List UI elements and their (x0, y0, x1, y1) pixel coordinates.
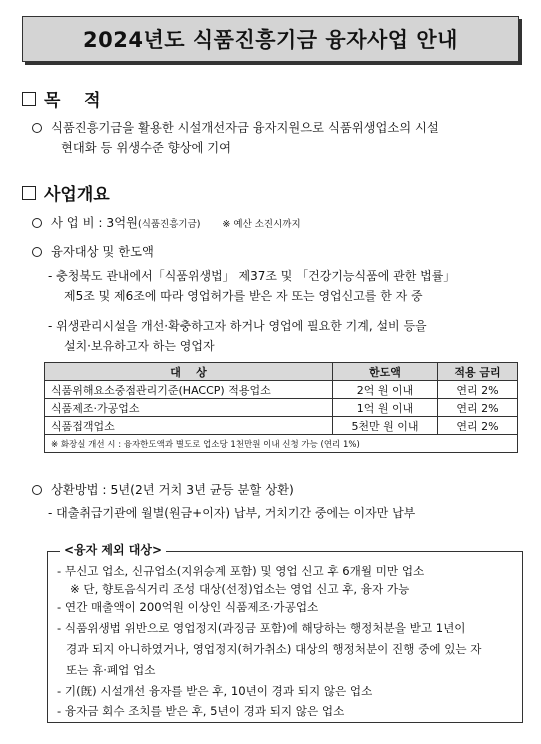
row-limit: 1억 원 이내 (333, 399, 438, 417)
budget-note: ※ 예산 소진시까지 (222, 219, 301, 230)
exclusion-item-continued: 경과 되지 아니하였거나, 영업정지(허가취소) 대상의 행정처분이 진행 중에 있는 자 (66, 642, 482, 656)
target-heading (32, 242, 154, 262)
target-item-2 (48, 316, 427, 356)
row-rate: 연리 2% (438, 417, 518, 435)
header-rate: 적용 금리 (438, 363, 518, 381)
target-2-line-1: - 위생관리시설을 개선·확충하고자 하거나 영업에 필요한 기계, 설비 등을 (48, 319, 427, 333)
row-target: 식품제조·가공업소 (45, 399, 333, 417)
overview-heading (22, 180, 110, 205)
budget-label: 사 업 비 : 3억원 (51, 216, 138, 230)
row-limit: 5천만 원 이내 (333, 417, 438, 435)
row-rate: 연리 2% (438, 399, 518, 417)
header-target: 대 상 (45, 363, 333, 381)
purpose-paragraph (32, 118, 527, 158)
repayment-line (32, 480, 294, 500)
document-title (22, 16, 519, 62)
exclusion-title: <융자 제외 대상> (60, 541, 166, 558)
repayment-label: 상환방법 : 5년(2년 거치 3년 균등 분할 상환) (51, 483, 294, 497)
overview-heading-label: 사업개요 (44, 185, 110, 205)
row-target: 식품접객업소 (45, 417, 333, 435)
square-bullet-icon (22, 92, 36, 106)
purpose-line-2: 현대화 등 위생수준 향상에 기여 (61, 141, 232, 155)
header-limit: 한도액 (333, 363, 438, 381)
table-row (45, 381, 518, 399)
purpose-line-1: 식품진흥기금을 활용한 시설개선자금 융자지원으로 식품위생업소의 시설 (51, 121, 439, 135)
table-row (45, 417, 518, 435)
loan-limit-table (44, 362, 518, 453)
circle-bullet-icon (32, 123, 42, 133)
title-text: 2024년도 식품진흥기금 융자사업 안내 (83, 28, 458, 52)
exclusion-note: ※ 단, 향토음식거리 조성 대상(선정)업소는 영업 신고 후, 융자 가능 (70, 582, 410, 596)
target-item-1 (48, 266, 455, 306)
circle-bullet-icon (32, 247, 42, 257)
table-header-row (45, 363, 518, 381)
exclusion-item: - 식품위생법 위반으로 영업정지(과징금 포함)에 해당하는 행정처분을 받고 1년이 (57, 621, 466, 635)
target-1-line-1: - 충청북도 관내에서「식품위생법」 제37조 및 「건강기능식품에 관한 법률」 (48, 269, 456, 283)
square-bullet-icon (22, 186, 36, 200)
table-footnote-row (45, 435, 518, 453)
budget-source: (식품진흥기금) (138, 219, 201, 230)
target-heading-label: 융자대상 및 한도액 (51, 245, 154, 259)
purpose-heading-label: 목 적 (44, 91, 101, 111)
budget-line (32, 213, 301, 235)
row-limit: 2억 원 이내 (333, 381, 438, 399)
table-footnote: ※ 화장실 개선 시 : 융자한도액과 별도로 업소당 1천만원 이내 신청 가능 (연리 1%) (45, 435, 518, 453)
target-1-line-2: 제5조 및 제6조에 따라 영업허가를 받은 자 또는 영업신고를 한 자 중 (64, 289, 423, 303)
circle-bullet-icon (32, 218, 42, 228)
target-2-line-2: 설치·보유하고자 하는 영업자 (64, 339, 215, 353)
exclusion-item: - 기(旣) 시설개선 융자를 받은 후, 10년이 경과 되지 않은 업소 (57, 684, 373, 698)
row-target: 식품위해요소중점관리기준(HACCP) 적용업소 (45, 381, 333, 399)
circle-bullet-icon (32, 485, 42, 495)
purpose-heading (22, 86, 101, 111)
repayment-detail: - 대출취급기관에 월별(원금+이자) 납부, 거치기간 중에는 이자만 납부 (48, 506, 416, 520)
exclusion-item: - 연간 매출액이 200억원 이상인 식품제조·가공업소 (57, 600, 319, 614)
exclusion-item: - 융자금 회수 조치를 받은 후, 5년이 경과 되지 않은 업소 (57, 704, 345, 718)
exclusion-item-continued: 또는 휴·폐업 업소 (66, 663, 156, 677)
row-rate: 연리 2% (438, 381, 518, 399)
table-row (45, 399, 518, 417)
exclusion-item: - 무신고 업소, 신규업소(지위승계 포함) 및 영업 신고 후 6개월 미만 업소 (57, 564, 425, 578)
